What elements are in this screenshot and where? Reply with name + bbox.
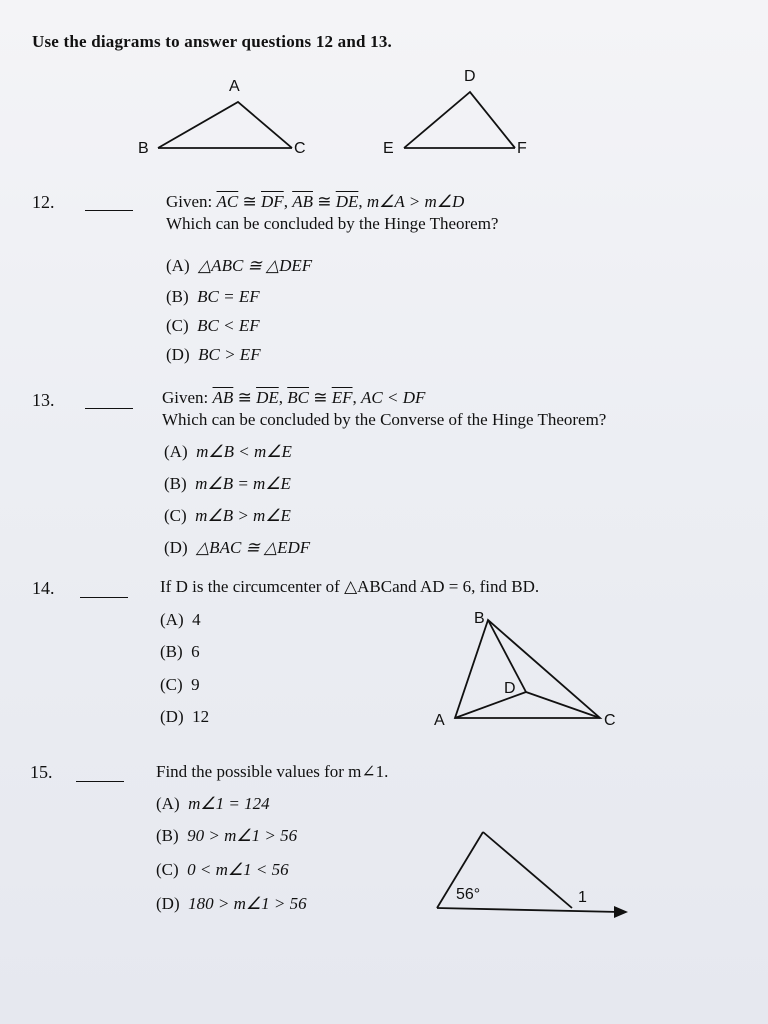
vertex-label-a: A [229,78,240,95]
vertex-label-d: D [504,680,516,697]
side-relation: AC < DF [361,388,426,407]
given-label: Given: [162,388,209,407]
question-14-choice-a[interactable]: (A) 4 [160,610,201,629]
triangle-abc-diagram [158,102,292,148]
congruent-symbol: ≅ [237,388,252,407]
exterior-angle-triangle-diagram [437,832,628,918]
question-15-choice-a[interactable]: (A) m∠1 = 124 [156,794,270,813]
question-14-answer-blank[interactable] [80,597,128,598]
question-15-answer-blank[interactable] [76,781,124,782]
question-12-choice-b[interactable]: (B) BC = EF [166,287,260,306]
instructions-heading: Use the diagrams to answer questions 12 and 13. [32,32,392,51]
segment-bc: $\overline{BC}$ [287,388,309,407]
question-14-choice-c[interactable]: (C) 9 [160,675,200,694]
vertex-label-d: D [464,68,476,85]
question-13-number: 13. [32,390,55,410]
segment-ab: $\overline{AB}$ [292,192,313,211]
angle-label-56: 56° [456,886,481,903]
question-13-answer-blank[interactable] [85,408,133,409]
vertex-label-e: E [383,140,394,157]
vertex-label-b: B [474,610,485,627]
question-13-given: Given: $\overline{AB}$ ≅ $\overline{DE}$, $\overline{BC}$ ≅ $\overline{EF}$, AC < DF [162,388,426,407]
triangle-def-diagram [404,92,515,148]
angle-relation: m∠A > m∠D [366,192,465,211]
question-12-number: 12. [32,192,55,212]
question-14-choice-b[interactable]: (B) 6 [160,642,200,661]
question-15-choice-c[interactable]: (C) 0 < m∠1 < 56 [156,860,289,879]
congruent-symbol: ≅ [313,388,328,407]
question-13-choice-c[interactable]: (C) m∠B > m∠E [164,506,291,525]
question-13-choice-d[interactable]: (D) △BAC ≅ △EDF [164,538,311,557]
question-12-prompt: Which can be concluded by the Hinge Theorem? [166,214,499,233]
question-13-choice-a[interactable]: (A) m∠B < m∠E [164,442,292,461]
vertex-label-b: B [138,140,149,157]
question-12-answer-blank[interactable] [85,210,133,211]
question-12-choice-d[interactable]: (D) BC > EF [166,345,261,364]
question-13-choice-b[interactable]: (B) m∠B = m∠E [164,474,291,493]
vertex-label-f: F [517,140,527,157]
question-14-number: 14. [32,578,55,598]
angle-label-1: 1 [578,889,587,906]
question-13-prompt: Which can be concluded by the Converse of the Hinge Theorem? [162,410,607,429]
segment-ef: $\overline{EF}$ [331,388,353,407]
vertex-label-c: C [294,140,306,157]
congruent-symbol: ≅ [242,192,257,211]
question-12-choice-c[interactable]: (C) BC < EF [166,316,260,335]
segment-ac: $\overline{AC}$ [216,192,239,211]
question-14-choice-d[interactable]: (D) 12 [160,707,210,726]
question-14-prompt: If D is the circumcenter of △ABCand AD = 6, find BD. [160,577,540,596]
segment-df: $\overline{DF}$ [261,192,284,211]
question-15-choice-b[interactable]: (B) 90 > m∠1 > 56 [156,826,298,845]
question-12-given: Given: $\overline{AC}$ ≅ $\overline{DF}$, $\overline{AB}$ ≅ $\overline{DE}$, m∠A > m∠D [166,192,465,211]
segment-de: $\overline{DE}$ [256,388,279,407]
question-15-prompt: Find the possible values for m∠1. [156,762,389,781]
given-label: Given: [166,192,213,211]
question-15-choice-d[interactable]: (D) 180 > m∠1 > 56 [156,894,307,913]
question-15-number: 15. [30,762,53,782]
congruent-symbol: ≅ [317,192,332,211]
question-12-choice-a[interactable]: (A) △ABC ≅ △DEF [166,256,313,275]
vertex-label-a: A [434,712,445,729]
segment-ab: $\overline{AB}$ [212,388,234,407]
segment-de: $\overline{DE}$ [335,192,359,211]
vertex-label-c: C [604,712,616,729]
circumcenter-triangle-diagram [455,620,600,718]
